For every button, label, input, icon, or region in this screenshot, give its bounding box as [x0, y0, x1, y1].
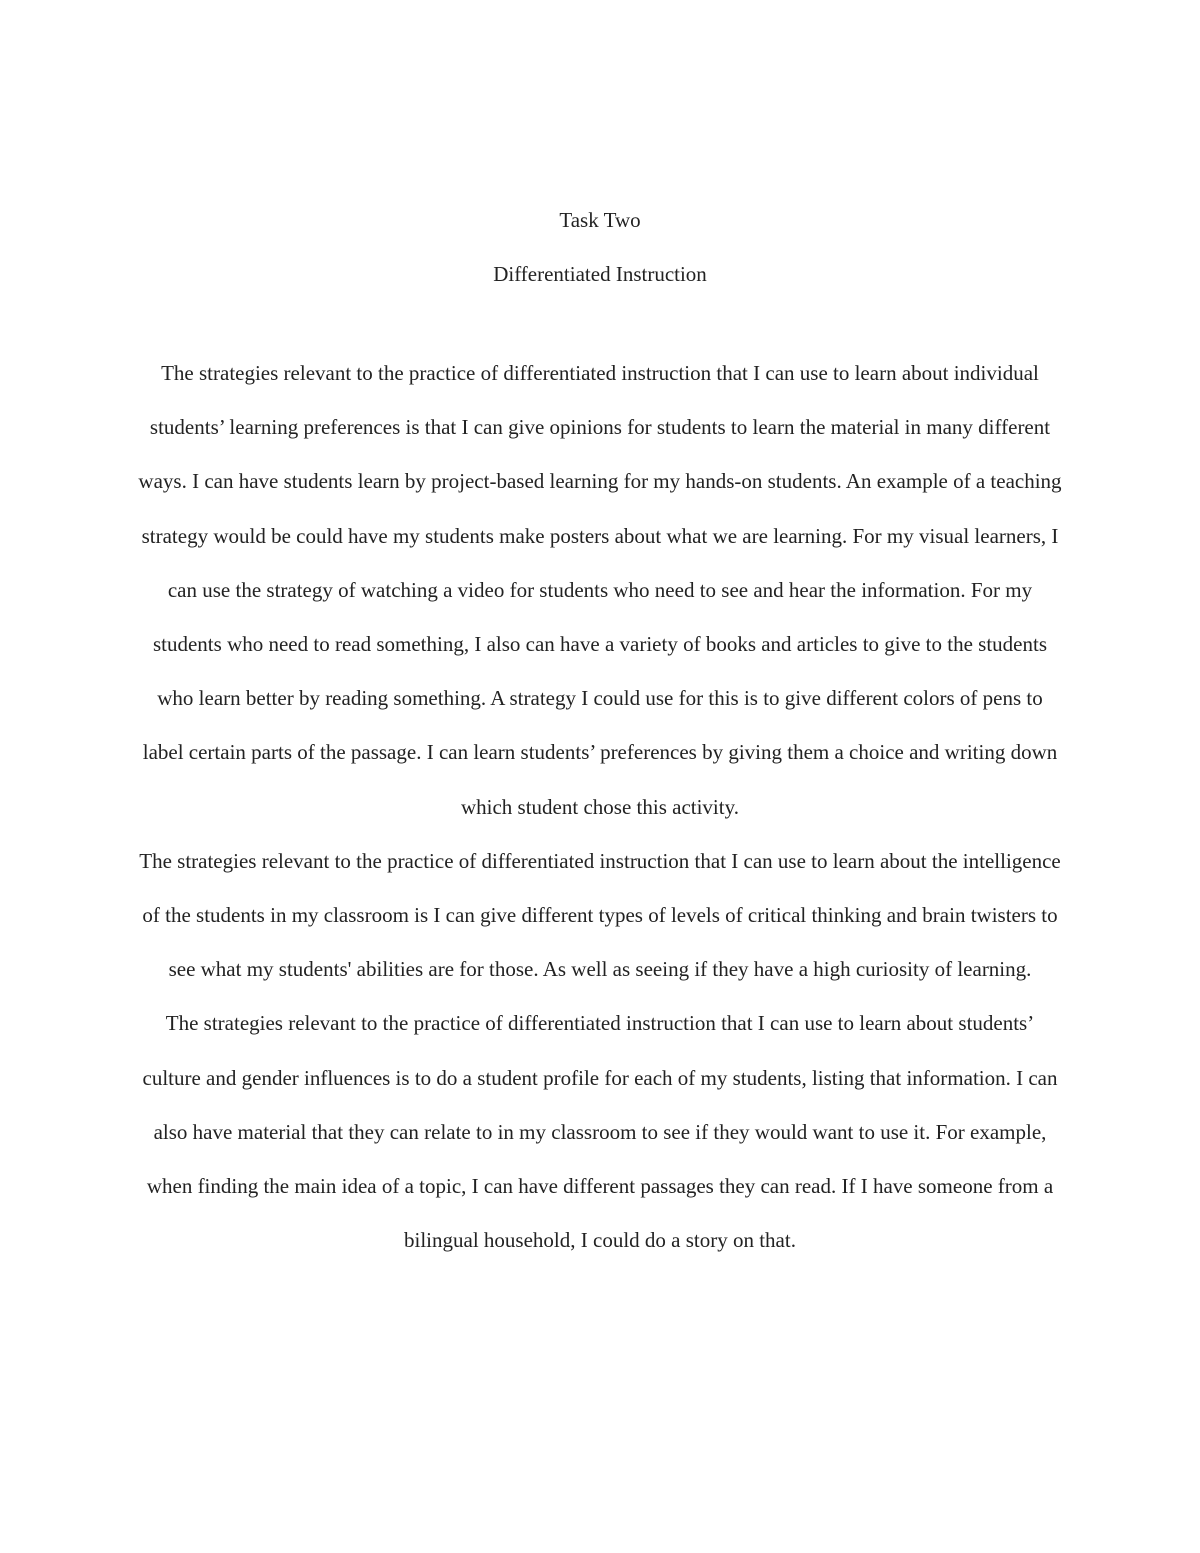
document-title: Task Two — [559, 208, 641, 232]
title-block — [0, 193, 1200, 301]
paragraph-culture-gender: The strategies relevant to the practice of differentiated instruction that I can use to learn about students’ culture and gender influences is to do a student profile for each of my students, listing that information. I can also have material that they can relate to in my classroom to see if they would want to use it. For example, when finding the main idea of a topic, I can have different passages they can read. If I have someone from a bilingual household, I could do a story on that. — [142, 1011, 1058, 1253]
paragraph-learning-preferences: The strategies relevant to the practice of differentiated instruction that I can use to learn about individual students’ learning preferences is that I can give opinions for students to learn the material in many different ways. I can have students learn by project-based learning for my hands-on students. An example of a teaching strategy would be could have my students make posters about what we are learning. For my visual learners, I can use the strategy of watching a video for students who need to see and hear the information. For my students who need to read something, I also can have a variety of books and articles to give to the students who learn better by reading something. A strategy I could use for this is to give different colors of pens to label certain parts of the passage. I can learn students’ preferences by giving them a choice and writing down which student chose this activity. — [138, 361, 1062, 819]
document-body — [135, 346, 1065, 1267]
document-subtitle: Differentiated Instruction — [493, 262, 707, 286]
paragraph-intelligence: The strategies relevant to the practice of differentiated instruction that I can use to learn about the intelligence of the students in my classroom is I can give different types of levels of critical thinking and brain twisters to see what my students' abilities are for those. As well as seeing if they have a high curiosity of learning. — [139, 848, 1061, 982]
